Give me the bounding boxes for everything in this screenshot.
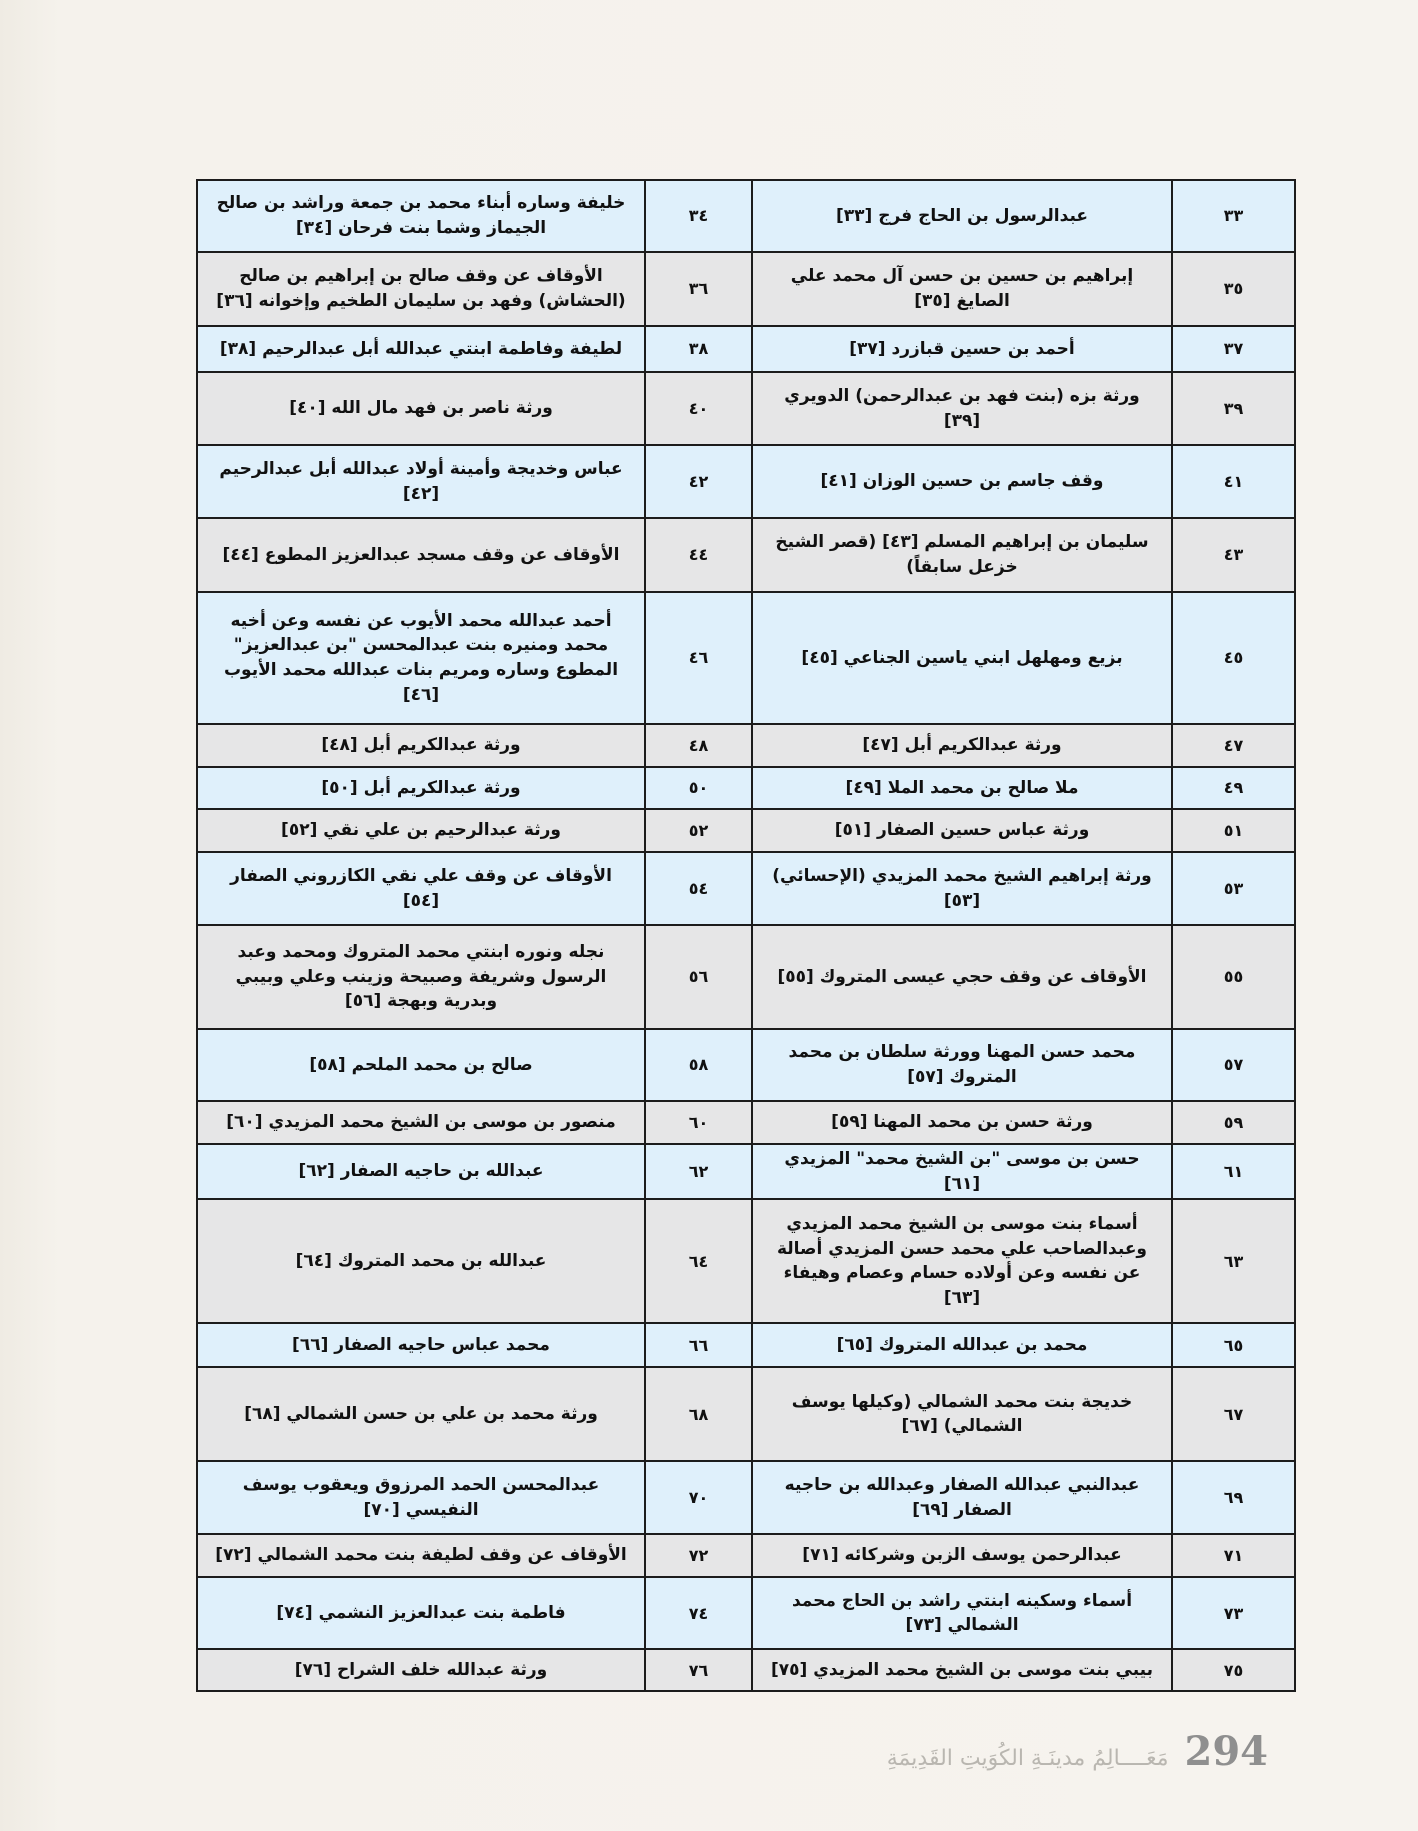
table-row bbox=[197, 1144, 1295, 1199]
entry-name-a: الأوقاف عن وقف حجي عيسى المتروك [٥٥] bbox=[752, 925, 1172, 1029]
entry-number-b: ٧٤ bbox=[645, 1577, 752, 1649]
entry-name-b: ورثة عبدالله خلف الشراح [٧٦] bbox=[197, 1649, 645, 1691]
table-row bbox=[197, 724, 1295, 767]
entry-number-a: ٤٣ bbox=[1172, 518, 1295, 592]
entry-number-a: ٥٩ bbox=[1172, 1101, 1295, 1144]
entry-name-a: أسماء وسكينه ابنتي راشد بن الحاج محمد الشمالي [٧٣] bbox=[752, 1577, 1172, 1649]
entry-number-a: ٤١ bbox=[1172, 445, 1295, 518]
entry-number-a: ٦٩ bbox=[1172, 1461, 1295, 1534]
entry-name-a: بزيع ومهلهل ابني ياسين الجناعي [٤٥] bbox=[752, 592, 1172, 724]
entry-number-b: ٥٠ bbox=[645, 767, 752, 809]
entry-number-a: ٦٧ bbox=[1172, 1367, 1295, 1461]
entry-number-a: ٥١ bbox=[1172, 809, 1295, 852]
entry-number-b: ٥٨ bbox=[645, 1029, 752, 1101]
entry-name-b: لطيفة وفاطمة ابنتي عبدالله أبل عبدالرحيم [٣٨] bbox=[197, 326, 645, 372]
entry-number-a: ٤٩ bbox=[1172, 767, 1295, 809]
entry-name-b: ورثة عبدالرحيم بن علي نقي [٥٢] bbox=[197, 809, 645, 852]
table-row bbox=[197, 180, 1295, 252]
entry-name-b: منصور بن موسى بن الشيخ محمد المزيدي [٦٠] bbox=[197, 1101, 645, 1144]
table-row bbox=[197, 1649, 1295, 1691]
entry-number-b: ٤٤ bbox=[645, 518, 752, 592]
table-row bbox=[197, 1367, 1295, 1461]
table-row bbox=[197, 1323, 1295, 1367]
entry-name-b: ورثة عبدالكريم أبل [٥٠] bbox=[197, 767, 645, 809]
entry-number-a: ٦١ bbox=[1172, 1144, 1295, 1199]
entry-name-b: محمد عباس حاجيه الصفار [٦٦] bbox=[197, 1323, 645, 1367]
entry-name-a: ورثة بزه (بنت فهد بن عبدالرحمن) الدويري [٣٩] bbox=[752, 372, 1172, 445]
entry-name-b: خليفة وساره أبناء محمد بن جمعة وراشد بن صالح الجيماز وشما بنت فرحان [٣٤] bbox=[197, 180, 645, 252]
entry-name-a: ورثة عبدالكريم أبل [٤٧] bbox=[752, 724, 1172, 767]
entry-number-b: ٥٤ bbox=[645, 852, 752, 925]
entry-name-b: صالح بن محمد الملحم [٥٨] bbox=[197, 1029, 645, 1101]
entry-number-a: ٣٧ bbox=[1172, 326, 1295, 372]
entry-name-b: الأوقاف عن وقف صالح بن إبراهيم بن صالح (الحشاش) وفهد بن سليمان الطخيم وإخوانه [٣٦] bbox=[197, 252, 645, 326]
entry-number-a: ٥٣ bbox=[1172, 852, 1295, 925]
entry-name-a: خديجة بنت محمد الشمالي (وكيلها يوسف الشمالي) [٦٧] bbox=[752, 1367, 1172, 1461]
entry-name-b: الأوقاف عن وقف مسجد عبدالعزيز المطوع [٤٤] bbox=[197, 518, 645, 592]
entry-number-b: ٥٦ bbox=[645, 925, 752, 1029]
entry-name-a: أحمد بن حسين قبازرد [٣٧] bbox=[752, 326, 1172, 372]
entry-number-b: ٣٦ bbox=[645, 252, 752, 326]
entry-name-b: الأوقاف عن وقف لطيفة بنت محمد الشمالي [٧٢] bbox=[197, 1534, 645, 1577]
entry-name-b: عبدالله بن حاجيه الصفار [٦٢] bbox=[197, 1144, 645, 1199]
entry-number-a: ٧٣ bbox=[1172, 1577, 1295, 1649]
entry-name-a: محمد بن عبدالله المتروك [٦٥] bbox=[752, 1323, 1172, 1367]
entry-number-a: ٣٩ bbox=[1172, 372, 1295, 445]
table-row bbox=[197, 372, 1295, 445]
waqf-owners-table bbox=[196, 179, 1296, 1692]
entry-name-b: فاطمة بنت عبدالعزيز النشمي [٧٤] bbox=[197, 1577, 645, 1649]
entry-number-b: ٧٦ bbox=[645, 1649, 752, 1691]
entry-number-a: ٥٧ bbox=[1172, 1029, 1295, 1101]
table-row bbox=[197, 445, 1295, 518]
entry-name-b: ورثة عبدالكريم أبل [٤٨] bbox=[197, 724, 645, 767]
entry-number-b: ٧٠ bbox=[645, 1461, 752, 1534]
entry-number-a: ٣٣ bbox=[1172, 180, 1295, 252]
entry-number-b: ٦٢ bbox=[645, 1144, 752, 1199]
book-title: مَعَــــالِمُ مدينَـةِ الكُوَيتِ القَدِيمَةِ bbox=[886, 1746, 1169, 1771]
table-row bbox=[197, 1101, 1295, 1144]
entry-name-b: عبدالله بن محمد المتروك [٦٤] bbox=[197, 1199, 645, 1323]
entry-name-a: عبدالرسول بن الحاج فرج [٣٣] bbox=[752, 180, 1172, 252]
entry-name-a: ملا صالح بن محمد الملا [٤٩] bbox=[752, 767, 1172, 809]
entry-name-a: سليمان بن إبراهيم المسلم [٤٣] (قصر الشيخ خزعل سابقاً) bbox=[752, 518, 1172, 592]
table-row bbox=[197, 1577, 1295, 1649]
entry-number-a: ٧١ bbox=[1172, 1534, 1295, 1577]
page-number: 294 bbox=[1184, 1728, 1268, 1775]
table-row bbox=[197, 592, 1295, 724]
entry-name-a: ورثة إبراهيم الشيخ محمد المزيدي (الإحسائي) [٥٣] bbox=[752, 852, 1172, 925]
table-row bbox=[197, 767, 1295, 809]
entry-name-a: إبراهيم بن حسين بن حسن آل محمد علي الصايغ [٣٥] bbox=[752, 252, 1172, 326]
entry-number-b: ٦٨ bbox=[645, 1367, 752, 1461]
entry-number-a: ٣٥ bbox=[1172, 252, 1295, 326]
entry-name-a: أسماء بنت موسى بن الشيخ محمد المزيدي وعبدالصاحب علي محمد حسن المزيدي أصالة عن نفسه وعن أولاده حسام وعصام وهيفاء [٦٣] bbox=[752, 1199, 1172, 1323]
entry-number-a: ٤٧ bbox=[1172, 724, 1295, 767]
table-row bbox=[197, 1534, 1295, 1577]
entry-number-b: ٤٦ bbox=[645, 592, 752, 724]
table-row bbox=[197, 925, 1295, 1029]
entry-number-b: ٥٢ bbox=[645, 809, 752, 852]
table-row bbox=[197, 1461, 1295, 1534]
entry-name-a: محمد حسن المهنا وورثة سلطان بن محمد المتروك [٥٧] bbox=[752, 1029, 1172, 1101]
table-row bbox=[197, 518, 1295, 592]
entry-name-a: عبدالرحمن يوسف الزبن وشركائه [٧١] bbox=[752, 1534, 1172, 1577]
entry-name-b: عبدالمحسن الحمد المرزوق ويعقوب يوسف النفيسي [٧٠] bbox=[197, 1461, 645, 1534]
entry-number-b: ٤٢ bbox=[645, 445, 752, 518]
entry-name-b: نجله ونوره ابنتي محمد المتروك ومحمد وعبد الرسول وشريفة وصبيحة وزينب وعلي وبيبي وبدرية وبهجة [٥٦] bbox=[197, 925, 645, 1029]
entry-number-b: ٦٦ bbox=[645, 1323, 752, 1367]
table-row bbox=[197, 852, 1295, 925]
entry-name-a: ورثة حسن بن محمد المهنا [٥٩] bbox=[752, 1101, 1172, 1144]
table-row bbox=[197, 809, 1295, 852]
entry-name-b: أحمد عبدالله محمد الأيوب عن نفسه وعن أخيه محمد ومنيره بنت عبدالمحسن "بن عبدالعزيز" المطوع وساره ومريم بنات عبدالله محمد الأيوب [٤٦] bbox=[197, 592, 645, 724]
entry-number-b: ٤٨ bbox=[645, 724, 752, 767]
entry-name-a: وقف جاسم بن حسين الوزان [٤١] bbox=[752, 445, 1172, 518]
entry-number-a: ٤٥ bbox=[1172, 592, 1295, 724]
table-body bbox=[197, 180, 1295, 1691]
entry-number-b: ٣٤ bbox=[645, 180, 752, 252]
entry-number-b: ٣٨ bbox=[645, 326, 752, 372]
entry-number-a: ٦٣ bbox=[1172, 1199, 1295, 1323]
entry-name-a: حسن بن موسى "بن الشيخ محمد" المزيدي [٦١] bbox=[752, 1144, 1172, 1199]
table-row bbox=[197, 326, 1295, 372]
entry-number-b: ٧٢ bbox=[645, 1534, 752, 1577]
entry-name-b: ورثة ناصر بن فهد مال الله [٤٠] bbox=[197, 372, 645, 445]
entry-name-b: الأوقاف عن وقف علي نقي الكازروني الصفار [٥٤] bbox=[197, 852, 645, 925]
table-row bbox=[197, 252, 1295, 326]
entry-number-a: ٧٥ bbox=[1172, 1649, 1295, 1691]
entry-number-b: ٦٠ bbox=[645, 1101, 752, 1144]
entry-number-a: ٥٥ bbox=[1172, 925, 1295, 1029]
entry-number-b: ٦٤ bbox=[645, 1199, 752, 1323]
entry-number-a: ٦٥ bbox=[1172, 1323, 1295, 1367]
entry-name-a: عبدالنبي عبدالله الصفار وعبدالله بن حاجيه الصفار [٦٩] bbox=[752, 1461, 1172, 1534]
entry-name-b: عباس وخديجة وأمينة أولاد عبدالله أبل عبدالرحيم [٤٢] bbox=[197, 445, 645, 518]
entry-name-a: بيبي بنت موسى بن الشيخ محمد المزيدي [٧٥] bbox=[752, 1649, 1172, 1691]
page-footer bbox=[887, 1728, 1268, 1775]
entry-number-b: ٤٠ bbox=[645, 372, 752, 445]
entry-name-b: ورثة محمد بن علي بن حسن الشمالي [٦٨] bbox=[197, 1367, 645, 1461]
table-row bbox=[197, 1199, 1295, 1323]
entry-name-a: ورثة عباس حسين الصفار [٥١] bbox=[752, 809, 1172, 852]
table-row bbox=[197, 1029, 1295, 1101]
